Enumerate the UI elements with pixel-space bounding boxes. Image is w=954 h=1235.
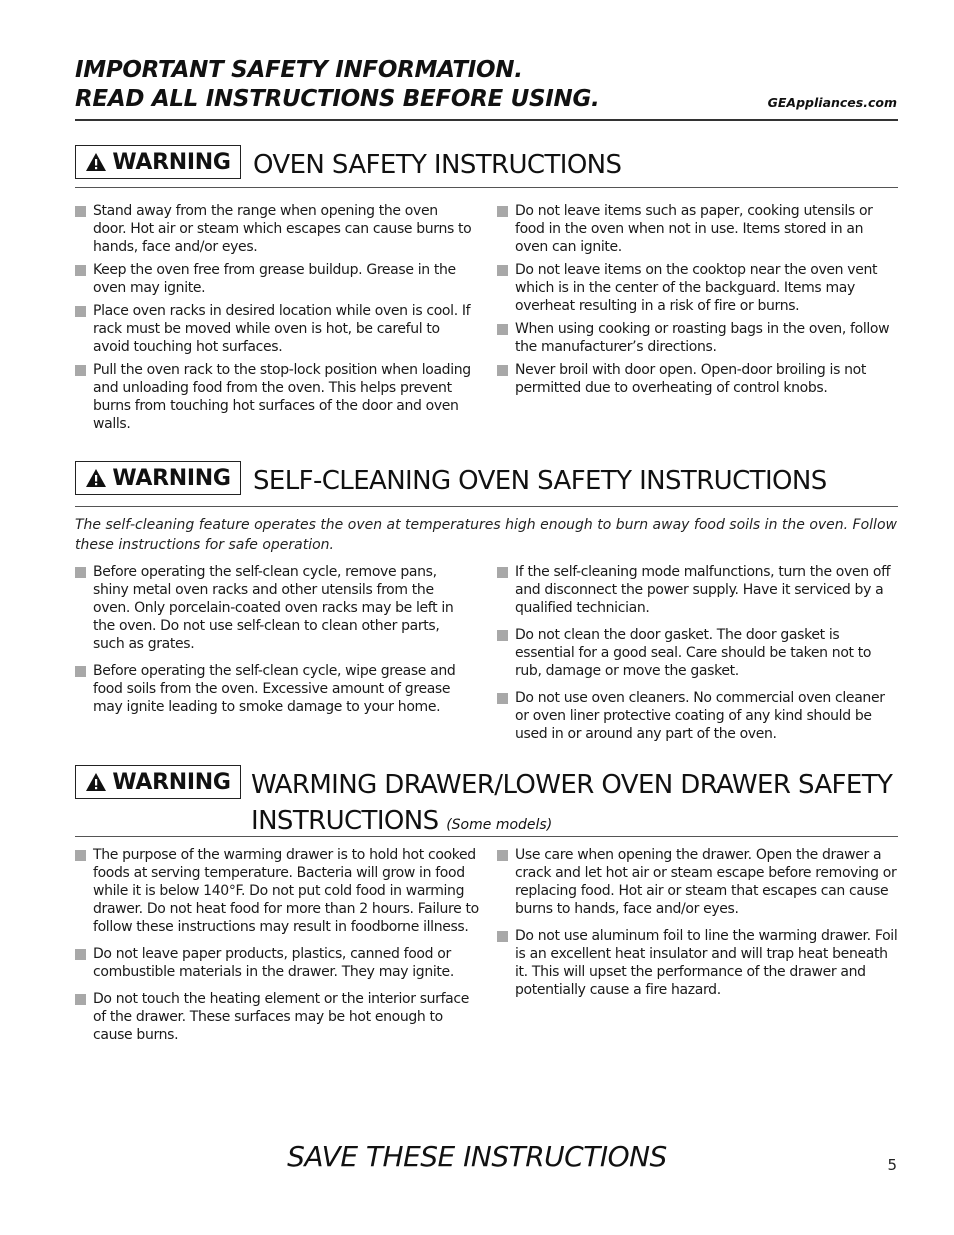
bullet-square-icon	[497, 630, 508, 641]
warning-badge	[75, 765, 241, 799]
bullet-square-icon	[497, 850, 508, 861]
header-divider	[75, 119, 898, 121]
section-title: OVEN SAFETY INSTRUCTIONS	[253, 150, 622, 180]
bullet-square-icon	[75, 306, 86, 317]
bullet-square-icon	[497, 265, 508, 276]
section-title-note: (Some models)	[446, 817, 553, 833]
warming-drawer-left-column	[75, 846, 480, 1044]
list-item: Do not leave items on the cooktop near the oven vent which is in the center of the backguard. Items may overheat resulting in a risk of fire or burns.	[497, 261, 898, 315]
website-link[interactable]: GEAppliances.com	[767, 95, 897, 110]
list-item: If the self-cleaning mode malfunctions, turn the oven off and disconnect the power supply. Have it serviced by a qualified technician.	[497, 563, 898, 617]
save-instructions-footer: SAVE THESE INSTRUCTIONS	[287, 1140, 667, 1173]
warning-label: WARNING	[112, 149, 231, 175]
section-title-line2: INSTRUCTIONS	[251, 806, 439, 836]
oven-safety-right-column	[497, 202, 898, 397]
warning-label: WARNING	[112, 769, 231, 795]
bullet-square-icon	[497, 206, 508, 217]
section-title-line1: WARMING DRAWER/LOWER OVEN DRAWER SAFETY	[251, 770, 893, 800]
list-item: Do not use aluminum foil to line the warming drawer. Foil is an excellent heat insulator and will trap heat beneath it. This will upset the performance of the drawer and potentially cause a fire hazard.	[497, 927, 898, 999]
page-header-title	[75, 56, 600, 114]
self-cleaning-left-column	[75, 563, 470, 716]
warning-triangle-icon	[85, 772, 107, 792]
bullet-square-icon	[75, 365, 86, 376]
list-item: Never broil with door open. Open-door broiling is not permitted due to overheating of control knobs.	[497, 361, 898, 397]
list-item: Do not leave items such as paper, cooking utensils or food in the oven when not in use. Items stored in an oven can ignite.	[497, 202, 898, 256]
section-divider	[75, 187, 898, 188]
oven-safety-left-column	[75, 202, 475, 433]
warning-badge	[75, 461, 241, 495]
warming-drawer-heading	[75, 765, 898, 837]
bullet-square-icon	[75, 666, 86, 677]
list-item: Pull the oven rack to the stop-lock position when loading and unloading food from the oven. This helps prevent burns from touching hot surfaces of the door and oven walls.	[75, 361, 475, 433]
bullet-square-icon	[497, 567, 508, 578]
list-item: Do not leave paper products, plastics, canned food or combustible materials in the drawer. They may ignite.	[75, 945, 480, 981]
bullet-square-icon	[75, 265, 86, 276]
header-title-line1: IMPORTANT SAFETY INFORMATION.	[75, 57, 523, 83]
list-item: Place oven racks in desired location while oven is cool. If rack must be moved while oven is hot, be careful to avoid touching hot surfaces.	[75, 302, 475, 356]
bullet-square-icon	[75, 850, 86, 861]
list-item: Stand away from the range when opening the oven door. Hot air or steam which escapes can cause burns to hands, face and/or eyes.	[75, 202, 475, 256]
page-number: 5	[887, 1156, 897, 1174]
bullet-square-icon	[75, 994, 86, 1005]
self-cleaning-intro: The self-cleaning feature operates the oven at temperatures high enough to burn away food soils in the oven. Follow these instructions for safe operation.	[75, 517, 897, 553]
section-title: SELF-CLEANING OVEN SAFETY INSTRUCTIONS	[253, 466, 827, 496]
warning-triangle-icon	[85, 468, 107, 488]
bullet-square-icon	[497, 693, 508, 704]
list-item: The purpose of the warming drawer is to hold hot cooked foods at serving temperature. Bacteria will grow in food while it is below 140°F. Do not put cold food in warming drawer. Do not heat food for more than 2 hours. Failure to follow these instructions may result in foodborne illness.	[75, 846, 480, 936]
warning-badge	[75, 145, 241, 179]
bullet-square-icon	[75, 567, 86, 578]
header-title-line2: READ ALL INSTRUCTIONS BEFORE USING.	[75, 86, 600, 112]
section-title	[251, 767, 898, 843]
list-item: Use care when opening the drawer. Open the drawer a crack and let hot air or steam escape before removing or replacing food. Hot air or steam that escapes can cause burns to hands, face and/or eyes.	[497, 846, 898, 918]
list-item: Before operating the self-clean cycle, wipe grease and food soils from the oven. Excessive amount of grease may ignite leading to smoke damage to your home.	[75, 662, 470, 716]
bullet-square-icon	[497, 324, 508, 335]
self-cleaning-right-column	[497, 563, 898, 743]
warming-drawer-right-column	[497, 846, 898, 999]
oven-safety-heading	[75, 145, 898, 185]
list-item: Before operating the self-clean cycle, remove pans, shiny metal oven racks and other utensils from the oven. Only porcelain-coated oven racks may be left in the oven. Do not use self-clean to clean other parts, such as grates.	[75, 563, 470, 653]
section-divider	[75, 836, 898, 837]
bullet-square-icon	[497, 931, 508, 942]
bullet-square-icon	[75, 206, 86, 217]
bullet-square-icon	[497, 365, 508, 376]
warning-triangle-icon	[85, 152, 107, 172]
warning-label: WARNING	[112, 465, 231, 491]
list-item: Keep the oven free from grease buildup. Grease in the oven may ignite.	[75, 261, 475, 297]
list-item: Do not use oven cleaners. No commercial oven cleaner or oven liner protective coating of any kind should be used in or around any part of the oven.	[497, 689, 898, 743]
list-item: Do not touch the heating element or the interior surface of the drawer. These surfaces may be hot enough to cause burns.	[75, 990, 480, 1044]
list-item: When using cooking or roasting bags in the oven, follow the manufacturer’s directions.	[497, 320, 898, 356]
bullet-square-icon	[75, 949, 86, 960]
list-item: Do not clean the door gasket. The door gasket is essential for a good seal. Care should be taken not to rub, damage or move the gasket.	[497, 626, 898, 680]
section-divider	[75, 506, 898, 507]
self-cleaning-heading	[75, 461, 898, 501]
